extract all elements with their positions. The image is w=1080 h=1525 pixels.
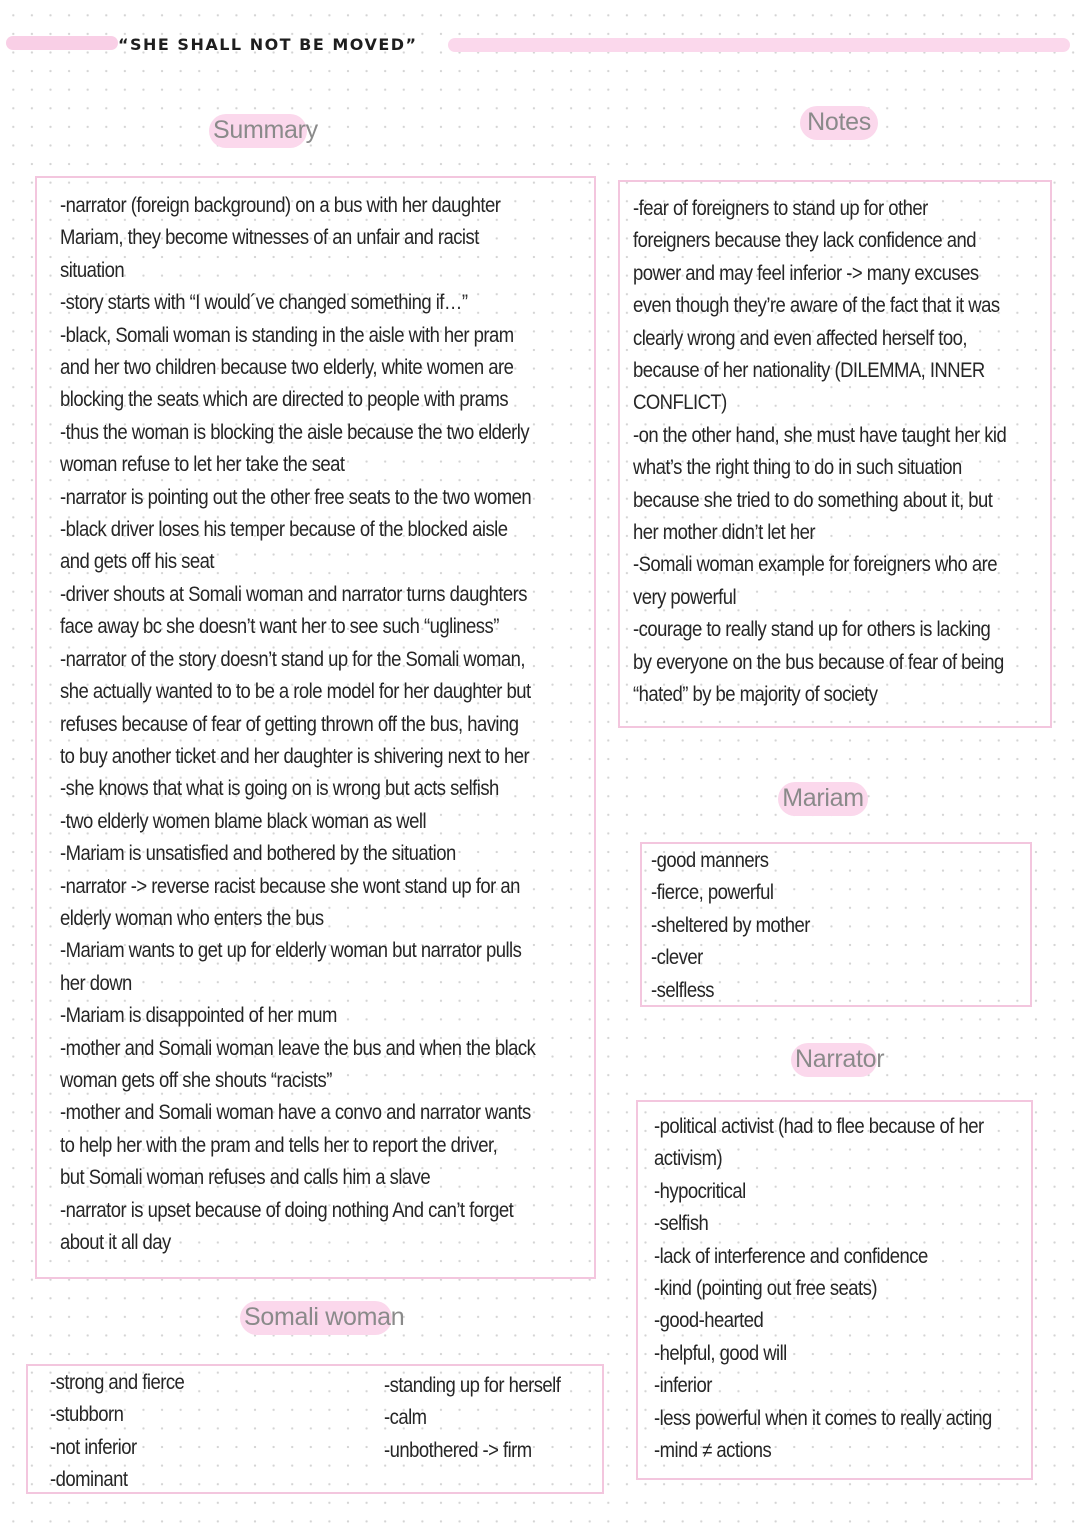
note-line: -mother and Somali woman leave the bus and when the black — [60, 1036, 536, 1060]
narrator-heading: Narrator — [795, 1041, 873, 1077]
note-line: -black, Somali woman is standing in the aisle with her pram — [60, 323, 514, 347]
note-line: -political activist (had to flee because of her — [654, 1115, 984, 1138]
note-line: she actually wanted to to be a role model for her daughter but — [60, 680, 531, 704]
note-line: -driver shouts at Somali woman and narrator turns daughters — [60, 582, 528, 606]
note-line: -Mariam wants to get up for elderly woman but narrator pulls — [60, 939, 522, 963]
note-line: and her two children because two elderly, white women are — [60, 356, 514, 380]
note-line: “hated” by be majority of society — [633, 683, 878, 707]
note-line: -she knows that what is going on is wrong but acts selfish — [60, 777, 499, 801]
note-line: -black driver loses his temper because of the blocked aisle — [60, 518, 508, 542]
summary-box — [35, 176, 596, 1279]
note-line: -good manners — [651, 849, 769, 872]
narrator-list — [654, 1111, 1038, 1467]
mariam-heading: Mariam — [782, 780, 864, 816]
note-line: -narrator is upset because of doing nothing And can’t forget — [60, 1198, 514, 1222]
note-line: -story starts with “I would´ve changed something if…” — [60, 291, 468, 315]
note-line: -Mariam is disappointed of her mum — [60, 1004, 337, 1028]
title-highlight-right — [448, 38, 1070, 52]
note-line: -sheltered by mother — [651, 913, 810, 937]
narrator-box — [636, 1100, 1033, 1480]
page-title: “SHE SHALL NOT BE MOVED” — [118, 35, 418, 54]
note-line: -standing up for herself — [384, 1374, 561, 1397]
note-line: very powerful — [633, 585, 737, 609]
note-line: -courage to really stand up for others is lacking — [633, 618, 991, 642]
note-line: -Mariam is unsatisfied and bothered by the situation — [60, 842, 456, 866]
somali-woman-left-list — [50, 1367, 203, 1497]
note-line: face away bc she doesn’t want her to see such “ugliness” — [60, 615, 499, 639]
note-line: power and may feel inferior -> many excuses — [633, 261, 979, 285]
note-line: -lack of interference and confidence — [654, 1244, 928, 1268]
note-line: -strong and fierce — [50, 1371, 185, 1394]
note-line: -selfish — [654, 1212, 709, 1236]
note-line: -unbothered -> firm — [384, 1438, 532, 1462]
note-line: elderly woman who enters the bus — [60, 906, 324, 930]
note-line: even though they’re aware of the fact that it was — [633, 294, 1000, 318]
note-line: -hypocritical — [654, 1179, 746, 1203]
note-line: -narrator is pointing out the other free seats to the two women — [60, 485, 532, 509]
note-line: her mother didn’t let her — [633, 521, 815, 545]
note-line: foreigners because they lack confidence and — [633, 229, 977, 253]
note-line: -narrator (foreign background) on a bus with her daughter — [60, 194, 501, 217]
note-line: blocking the seats which are directed to people with prams — [60, 388, 509, 412]
summary-list — [60, 190, 600, 1259]
note-line: -narrator -> reverse racist because she wont stand up for an — [60, 874, 520, 898]
note-line: to help her with the pram and tells her to report the driver, — [60, 1133, 498, 1157]
notes-box — [618, 180, 1052, 728]
note-line: by everyone on the bus because of fear of being — [633, 650, 1004, 674]
note-line: refuses because of fear of getting thrown off the bus, having — [60, 712, 519, 736]
note-line: -mind ≠ actions — [654, 1439, 772, 1463]
note-line: clearly wrong and even affected herself too, — [633, 326, 967, 350]
summary-heading: Summary — [213, 112, 303, 148]
note-line: because of her nationality (DILEMMA, INNER — [633, 359, 985, 383]
note-line: -thus the woman is blocking the aisle because the two elderly — [60, 420, 530, 444]
mariam-list — [651, 845, 832, 1007]
note-line: -good-hearted — [654, 1309, 764, 1333]
note-line: -on the other hand, she must have taught her kid — [633, 423, 1007, 447]
somali-woman-right-list — [384, 1370, 584, 1467]
note-line: -kind (pointing out free seats) — [654, 1277, 877, 1301]
note-line: her down — [60, 971, 132, 995]
note-line: -dominant — [50, 1468, 128, 1492]
note-line: what’s the right thing to do in such situation — [633, 456, 962, 480]
note-line: CONFLICT) — [633, 391, 727, 415]
note-line: because she tried to do something about it, but — [633, 488, 993, 512]
note-line: -not inferior — [50, 1435, 137, 1459]
note-line: -mother and Somali woman have a convo and narrator wants — [60, 1101, 531, 1125]
note-line: -clever — [651, 946, 703, 970]
note-line: -stubborn — [50, 1403, 124, 1427]
note-line: -Somali woman example for foreigners who are — [633, 553, 998, 577]
note-line: about it all day — [60, 1231, 171, 1254]
note-line: -helpful, good will — [654, 1341, 787, 1365]
notes-list — [633, 193, 1057, 712]
note-line: and gets off his seat — [60, 550, 214, 574]
note-line: Mariam, they become witnesses of an unfair and racist — [60, 226, 479, 250]
somali-woman-heading: Somali woman — [244, 1299, 388, 1335]
note-line: -fear of foreigners to stand up for other — [633, 197, 928, 220]
note-line: -selfless — [651, 978, 715, 1002]
note-line: -two elderly women blame black woman as well — [60, 809, 427, 833]
note-line: -fierce, powerful — [651, 881, 774, 905]
note-line: -inferior — [654, 1374, 712, 1398]
note-line: but Somali woman refuses and calls him a slave — [60, 1166, 431, 1190]
note-line: woman gets off she shouts “racists” — [60, 1068, 332, 1092]
somali-woman-box — [26, 1364, 604, 1494]
title-highlight-left — [6, 36, 118, 50]
note-line: to buy another ticket and her daughter is shivering next to her — [60, 744, 530, 768]
mariam-box — [640, 842, 1032, 1007]
notes-heading: Notes — [804, 104, 874, 140]
note-line: -calm — [384, 1406, 427, 1430]
note-line: woman refuse to let her take the seat — [60, 453, 345, 477]
note-line: -narrator of the story doesn’t stand up for the Somali woman, — [60, 647, 525, 671]
note-line: situation — [60, 258, 125, 282]
note-line: activism) — [654, 1147, 723, 1171]
note-line: -less powerful when it comes to really acting — [654, 1406, 992, 1430]
